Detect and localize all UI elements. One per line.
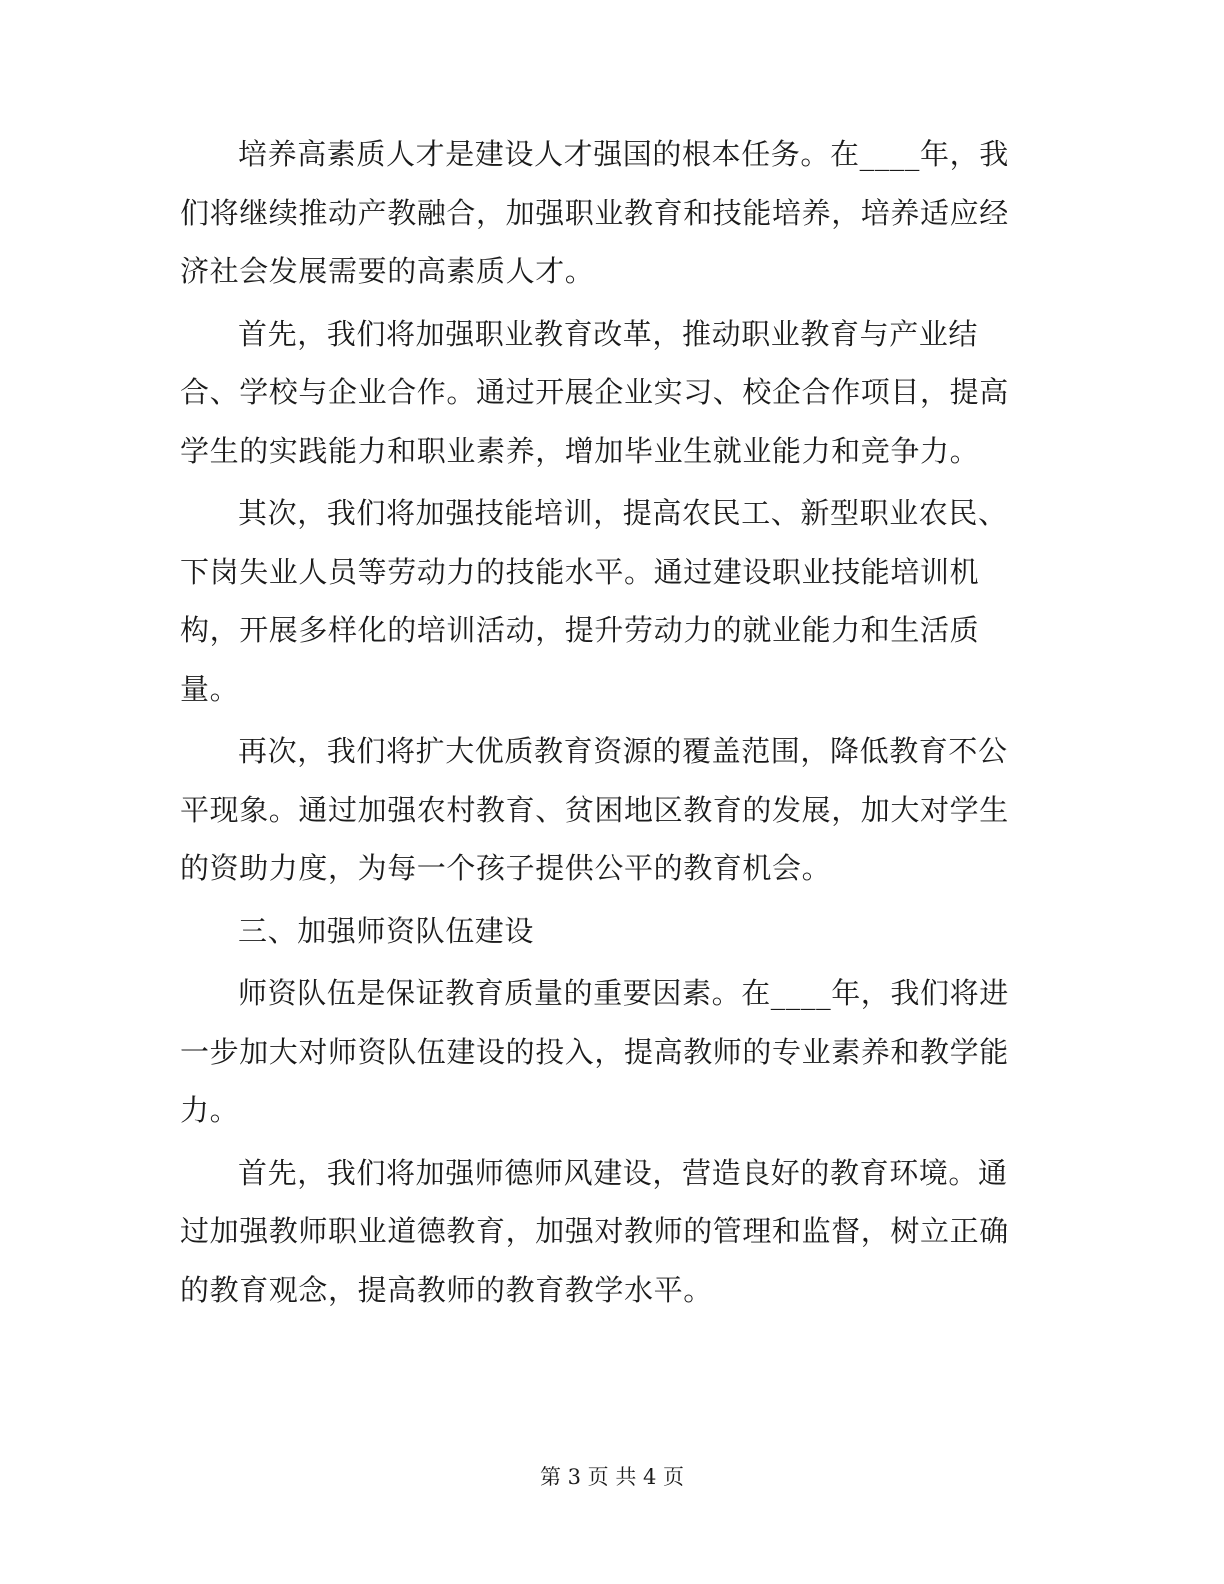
paragraph: 其次，我们将加强技能培训，提高农民工、新型职业农民、下岗失业人员等劳动力的技能水平。通过建设职业技能培训机构，开展多样化的培训活动，提升劳动力的就业能力和生活质量。 bbox=[180, 496, 1008, 706]
paragraph: 再次，我们将扩大优质教育资源的覆盖范围，降低教育不公平现象。通过加强农村教育、贫困地区教育的发展，加大对学生的资助力度，为每一个孩子提供公平的教育机会。 bbox=[180, 734, 1009, 885]
paragraph: 培养高素质人才是建设人才强国的根本任务。在____年，我们将继续推动产教融合，加强职业教育和技能培养，培养适应经济社会发展需要的高素质人才。 bbox=[180, 137, 1009, 288]
paragraph: 首先，我们将加强师德师风建设，营造良好的教育环境。通过加强教师职业道德教育，加强对教师的管理和监督，树立正确的教育观念，提高教师的教育教学水平。 bbox=[180, 1155, 1009, 1307]
page-number-label: 第 3 页 共 4 页 bbox=[539, 1465, 685, 1489]
document-body bbox=[180, 125, 1010, 1323]
section-heading: 三、加强师资队伍建设 bbox=[238, 913, 535, 948]
paragraph: 首先，我们将加强职业教育改革，推动职业教育与产业结合、学校与企业合作。通过开展企业实习、校企合作项目，提高学生的实践能力和职业素养，增加毕业生就业能力和竞争力。 bbox=[180, 316, 1009, 468]
paragraph: 师资队伍是保证教育质量的重要因素。在____年，我们将进一步加大对师资队伍建设的投入，提高教师的专业素养和教学能力。 bbox=[180, 976, 1009, 1127]
page-footer bbox=[0, 1462, 1224, 1492]
